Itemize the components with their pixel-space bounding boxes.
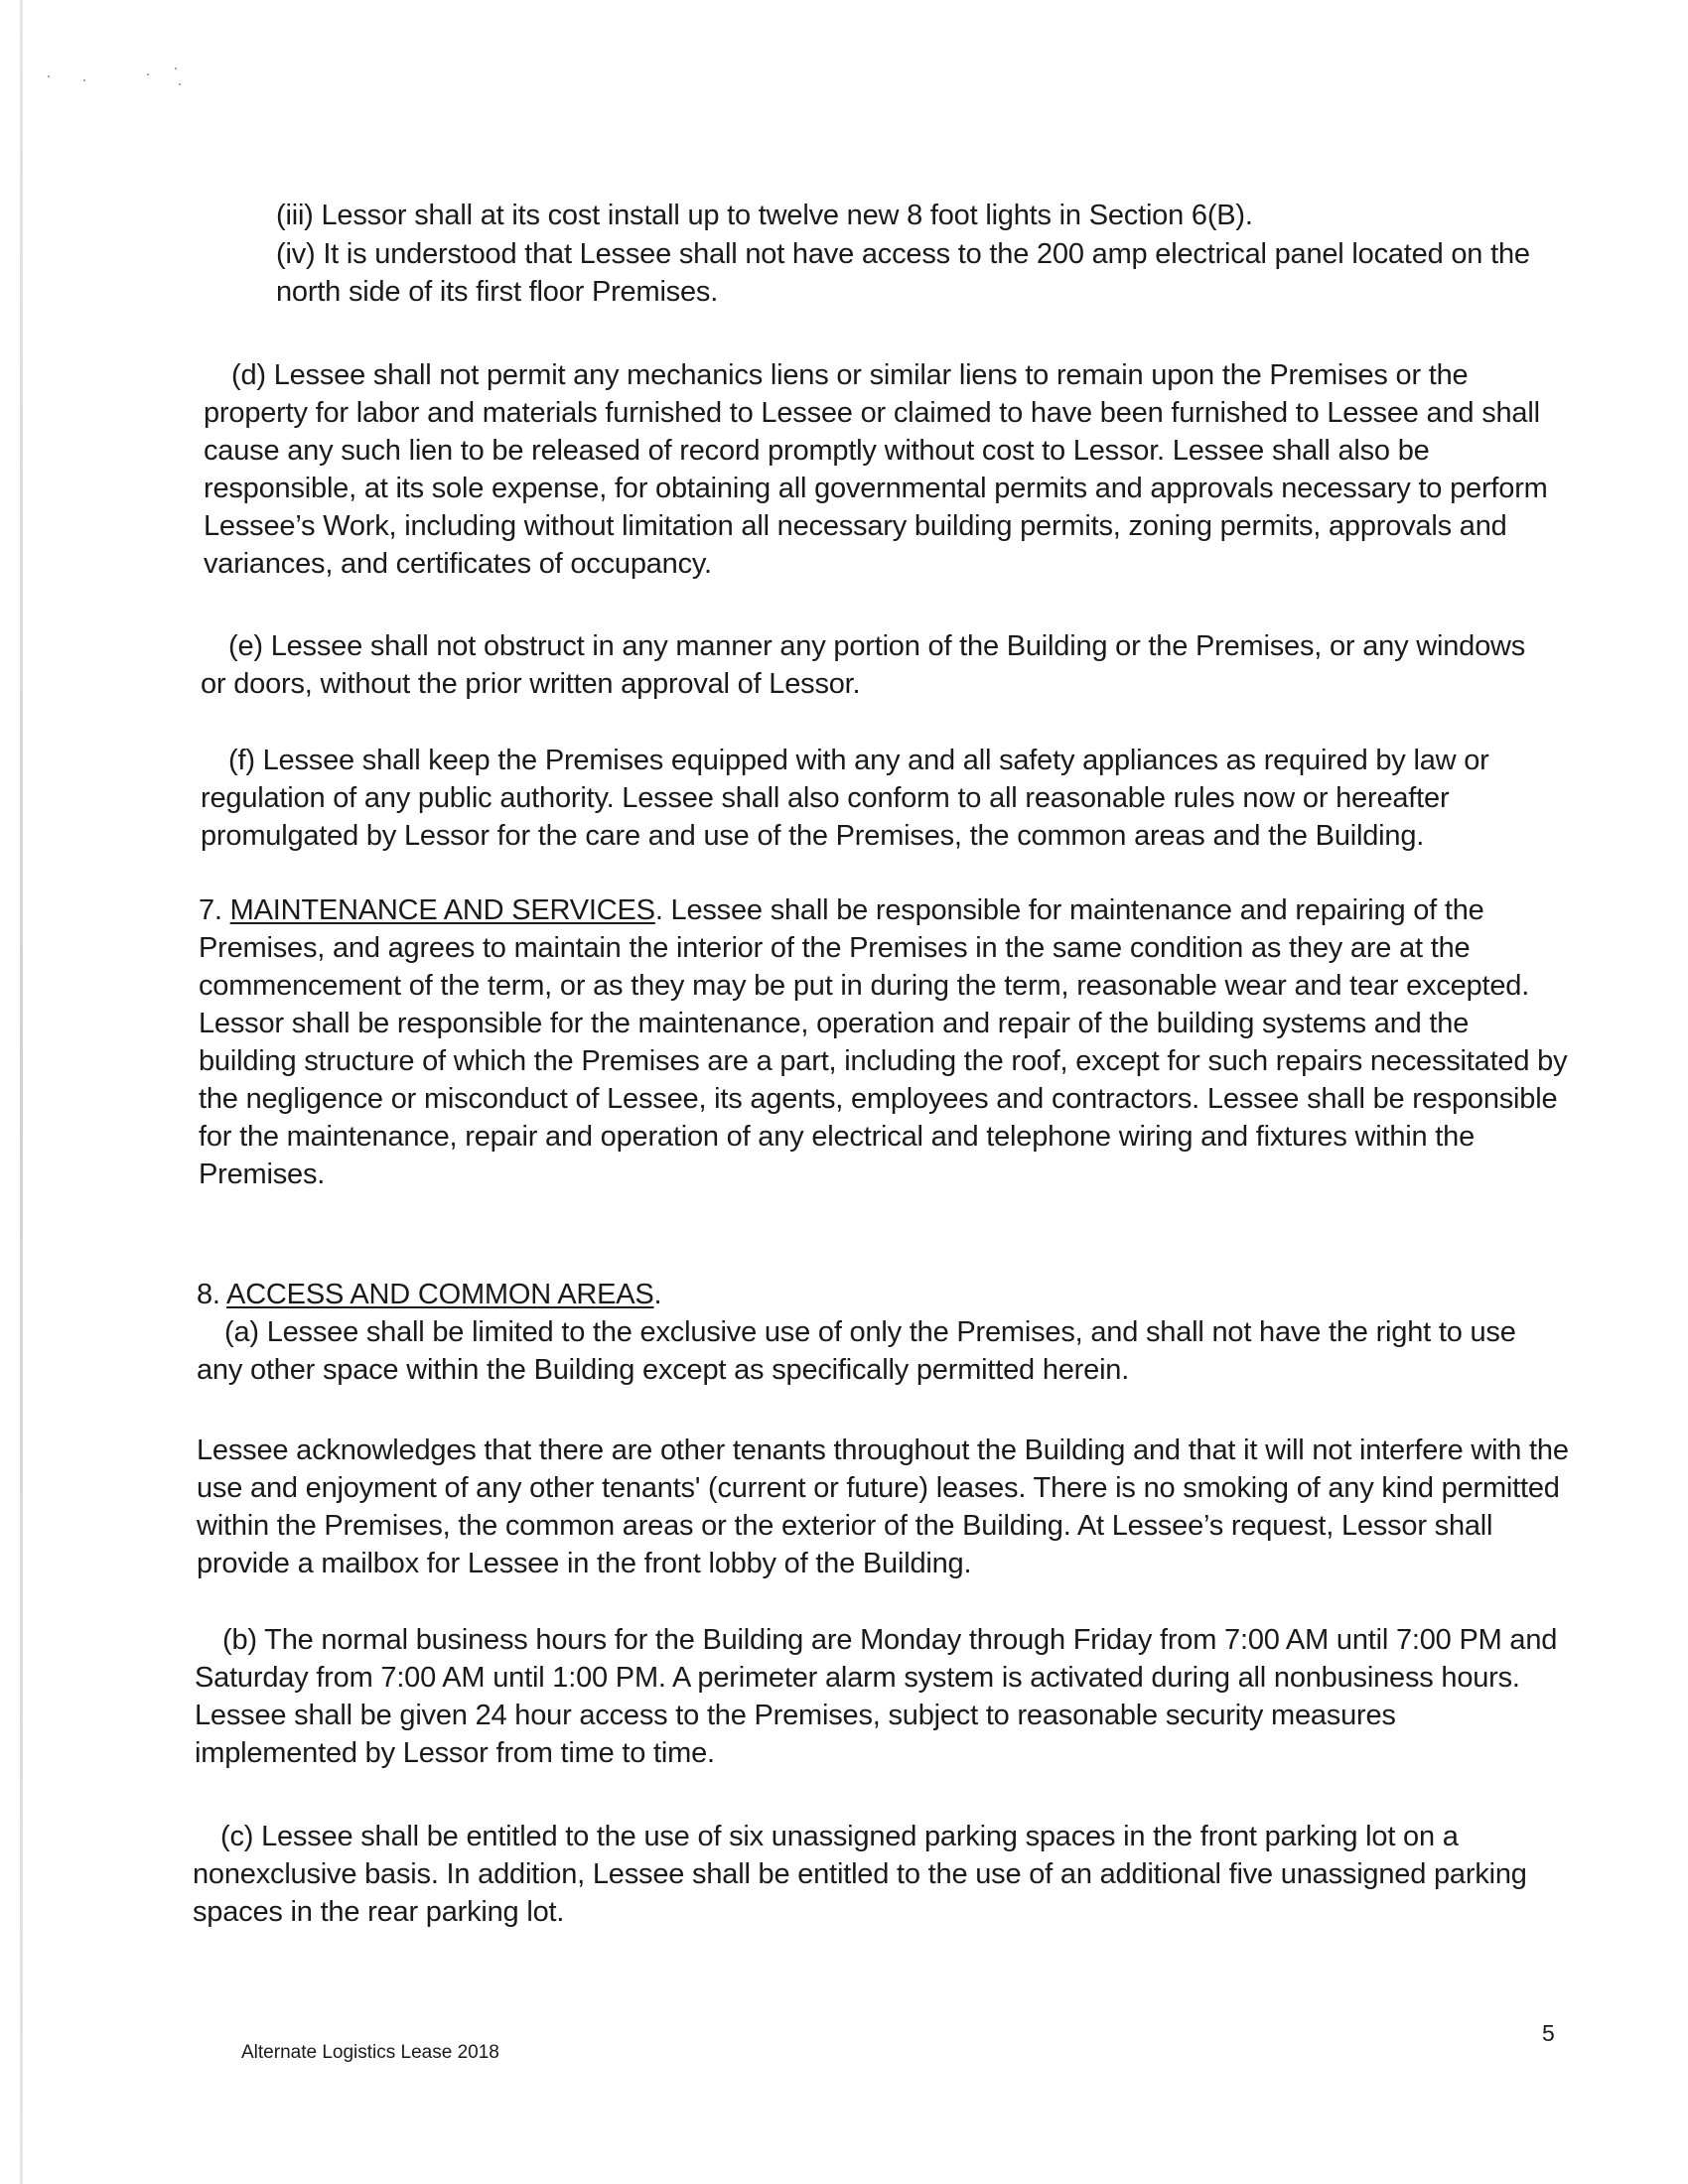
section-7-number: 7. (199, 894, 230, 926)
scan-speck (147, 73, 149, 75)
item-iv: (iv) It is understood that Lessee shall not have access to the 200 amp electrical panel located on the north side of its first floor Premises. (276, 238, 1530, 308)
scan-speck (175, 68, 177, 69)
page-number: 5 (1542, 2020, 1555, 2046)
section-7-body: . Lessee shall be responsible for maintenance and repairing of the Premises, and agrees to maintain the interior of the Premises in the same condition as they are at the commencement of the term, or as they may be put in during the term, reasonable wear and tear excepted. Lessor shall be responsible for the maintenance, operation and repair of the building systems and the building structure of which the Premises are a part, including the roof, except for such repairs necessitated by the negligence or misconduct of Lessee, its agents, employees and contractors. Lessee shall be responsible for the maintenance, repair and operation of any electrical and telephone wiring and fixtures within the Premises. (199, 894, 1568, 1190)
paragraph-d: (d) Lessee shall not permit any mechanics liens or similar liens to remain upon the Premises or the property for labor and materials furnished to Lessee or claimed to have been furnished to Lessee and shall cause any such lien to be released of record promptly without cost to Lessor. Lessee shall also be responsible, at its sole expense, for obtaining all governmental permits and approvals necessary to perform Lessee’s Work, including without limitation all necessary building permits, zoning permits, approvals and variances, and certificates of occupancy. (204, 359, 1548, 580)
section-7-heading: MAINTENANCE AND SERVICES (229, 894, 655, 926)
scan-speck (48, 75, 50, 77)
section-8-heading: ACCESS AND COMMON AREAS (226, 1279, 654, 1310)
section-8-heading-line (197, 1276, 1567, 1313)
section-8-paragraph-c: (c) Lessee shall be entitled to the use of six unassigned parking spaces in the front parking lot on a nonexclusive basis. In addition, Lessee shall be entitled to the use of an additional five unassigned parking spaces in the rear parking lot. (193, 1821, 1527, 1928)
scan-left-edge (20, 0, 23, 2184)
item-iii: (iii) Lessor shall at its cost install up to twelve new 8 foot lights in Section 6(B). (276, 200, 1253, 231)
section-7 (199, 891, 1569, 1193)
scan-speck (83, 79, 85, 81)
section-8-paragraph-a: (a) Lessee shall be limited to the exclusive use of only the Premises, and shall not have the right to use any other space within the Building except as specifically permitted herein. (197, 1316, 1516, 1386)
section-8-paragraph-b: (b) The normal business hours for the Building are Monday through Friday from 7:00 AM until 7:00 PM and Saturday from 7:00 AM until 1:00 PM. A perimeter alarm system is activated during all nonbusiness hours. Lessee shall be given 24 hour access to the Premises, subject to reasonable security measures implemented by Lessor from time to time. (195, 1624, 1558, 1769)
scan-speck (179, 83, 181, 85)
paragraph-f: (f) Lessee shall keep the Premises equipped with any and all safety appliances as required by law or regulation of any public authority. Lessee shall also conform to all reasonable rules now or hereafter promulgated by Lessor for the care and use of the Premises, the common areas and the Building. (201, 745, 1489, 852)
footer-document-title: Alternate Logistics Lease 2018 (241, 2042, 499, 2063)
section-8-acknowledgement: Lessee acknowledges that there are other tenants throughout the Building and that it will not interfere with the use and enjoyment of any other tenants' (current or future) leases. There is no smoking of any kind permitted within the Premises, the common areas or the exterior of the Building. At Lessee’s request, Lessor shall provide a mailbox for Lessee in the front lobby of the Building. (197, 1434, 1569, 1579)
paragraph-e: (e) Lessee shall not obstruct in any manner any portion of the Building or the Premises, or any windows or doors, without the prior written approval of Lessor. (201, 630, 1526, 700)
section-8-heading-end: . (653, 1279, 662, 1310)
section-8-number: 8. (197, 1279, 227, 1310)
